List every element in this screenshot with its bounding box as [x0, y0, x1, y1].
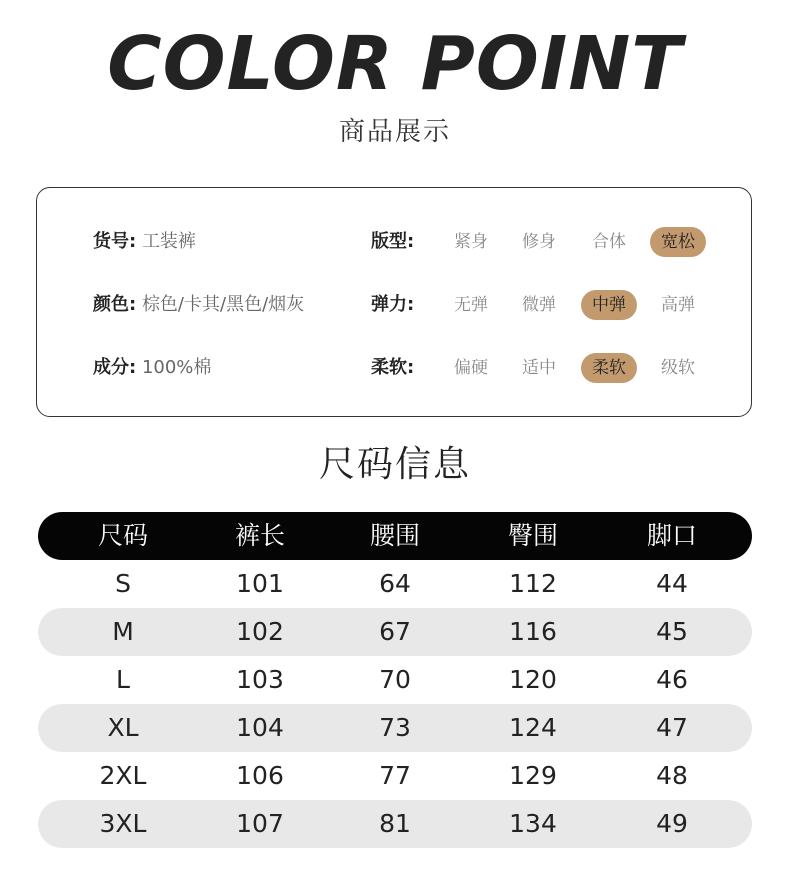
fit-option: 修身	[522, 232, 556, 252]
cell-leg-opening: 47	[656, 713, 688, 742]
cell-waist: 73	[379, 713, 411, 742]
table-row	[38, 656, 752, 704]
info-key: 成分:	[93, 357, 137, 378]
cell-size: 3XL	[99, 809, 147, 838]
cell-waist: 67	[379, 617, 411, 646]
cell-leg-opening: 44	[656, 569, 688, 598]
cell-waist: 70	[379, 665, 411, 694]
table-row	[38, 752, 752, 800]
cell-leg-opening: 45	[656, 617, 688, 646]
info-value: 100%棉	[141, 357, 212, 378]
fit-option: 宽松	[650, 227, 706, 257]
softness-option: 偏硬	[454, 358, 488, 378]
elasticity-option: 中弹	[581, 290, 637, 320]
cell-size: S	[115, 569, 131, 598]
table-row	[38, 608, 752, 656]
cell-length: 102	[236, 617, 284, 646]
brand-title: COLOR POINT	[107, 21, 683, 107]
info-row-composition	[37, 348, 753, 388]
header-size: 尺码	[97, 521, 148, 550]
table-row	[38, 704, 752, 752]
color-field	[93, 285, 304, 325]
cell-size: XL	[107, 713, 139, 742]
info-row-color	[37, 285, 753, 325]
cell-length: 103	[236, 665, 284, 694]
header-hip: 臀围	[507, 521, 558, 550]
softness-label: 柔软:	[371, 357, 415, 378]
info-key: 货号:	[93, 231, 137, 252]
section-subtitle: 商品展示	[338, 117, 451, 147]
cell-leg-opening: 46	[656, 665, 688, 694]
cell-waist: 81	[379, 809, 411, 838]
cell-length: 101	[236, 569, 284, 598]
info-value: 工装裤	[141, 231, 196, 252]
cell-leg-opening: 49	[656, 809, 688, 838]
cell-length: 107	[236, 809, 284, 838]
cell-hip: 116	[509, 617, 557, 646]
item-number-field	[93, 222, 196, 262]
header-leg-opening: 脚口	[646, 521, 697, 550]
header-length: 裤长	[234, 521, 285, 550]
cell-length: 106	[236, 761, 284, 790]
cell-hip: 134	[509, 809, 557, 838]
cell-size: L	[116, 665, 130, 694]
elasticity-label: 弹力:	[371, 294, 415, 315]
info-value: 棕色/卡其/黑色/烟灰	[141, 294, 305, 315]
size-info-title: 尺码信息	[318, 444, 471, 485]
cell-hip: 129	[509, 761, 557, 790]
info-row-item-number	[37, 222, 753, 262]
fit-option: 紧身	[454, 232, 488, 252]
elasticity-option: 高弹	[661, 295, 695, 315]
cell-hip: 124	[509, 713, 557, 742]
cell-size: M	[112, 617, 134, 646]
cell-leg-opening: 48	[656, 761, 688, 790]
cell-waist: 64	[379, 569, 411, 598]
cell-size: 2XL	[99, 761, 147, 790]
elasticity-option: 无弹	[454, 295, 488, 315]
table-row	[38, 560, 752, 608]
composition-field	[93, 348, 211, 388]
cell-hip: 112	[509, 569, 557, 598]
cell-waist: 77	[379, 761, 411, 790]
cell-hip: 120	[509, 665, 557, 694]
table-row	[38, 800, 752, 848]
size-table-header	[38, 512, 752, 560]
elasticity-option: 微弹	[522, 295, 556, 315]
fit-option: 合体	[592, 232, 626, 252]
product-info-card	[36, 187, 752, 417]
fit-label: 版型:	[371, 231, 415, 252]
info-key: 颜色:	[93, 294, 137, 315]
softness-option: 适中	[522, 358, 556, 378]
softness-option: 级软	[661, 358, 695, 378]
header-waist: 腰围	[369, 521, 420, 550]
softness-option: 柔软	[581, 353, 637, 383]
cell-length: 104	[236, 713, 284, 742]
